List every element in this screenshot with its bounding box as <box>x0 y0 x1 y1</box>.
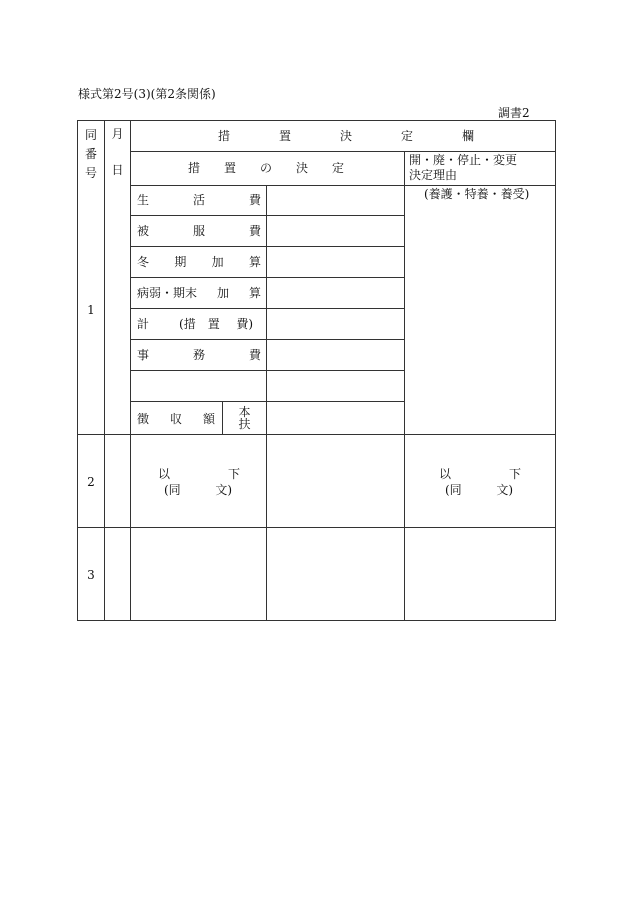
ika-left: 以 下 <box>158 467 240 481</box>
header-sochi-no-kettei: 措 置 の 決 定 <box>188 161 344 175</box>
col-hi: 日 <box>111 163 124 177</box>
ika-right: 以 下 <box>439 467 521 481</box>
item-touki-kasan: 冬 期 加 算 <box>137 255 261 269</box>
header-reason-line2: 決定理由 <box>409 168 458 182</box>
col-kou: 同 番 号 <box>84 128 97 180</box>
item-byoujaku-kasan: 病弱・期末 加 算 <box>137 286 261 300</box>
doubun-right: (同 文) <box>445 483 513 497</box>
form-label: 様式第2号(3)(第2条関係) <box>78 87 216 101</box>
row2-number: 2 <box>87 475 95 489</box>
item-kei-sochihi: 計 (措 置 費) <box>137 317 253 331</box>
header-reason-line1: 開・廃・停止・変更 <box>409 153 518 167</box>
item-jimuhi: 事 務 費 <box>137 348 261 362</box>
header-sochi-kettei-ran: 措 置 決 定 欄 <box>218 129 474 143</box>
row3-number: 3 <box>87 568 95 582</box>
doubun-left: (同 文) <box>164 483 232 497</box>
doc-code: 調書2 <box>498 106 530 120</box>
reason-note: (養護・特養・養受) <box>424 187 530 201</box>
chousyu-sub: 本 扶 <box>238 405 251 431</box>
chousyu-label: 徴 収 額 <box>137 412 215 426</box>
row1-number: 1 <box>87 303 95 317</box>
item-seikatsuhi: 生 活 費 <box>137 193 261 207</box>
col-tsuki: 月 <box>111 127 124 141</box>
item-hifukuhi: 被 服 費 <box>137 224 261 238</box>
